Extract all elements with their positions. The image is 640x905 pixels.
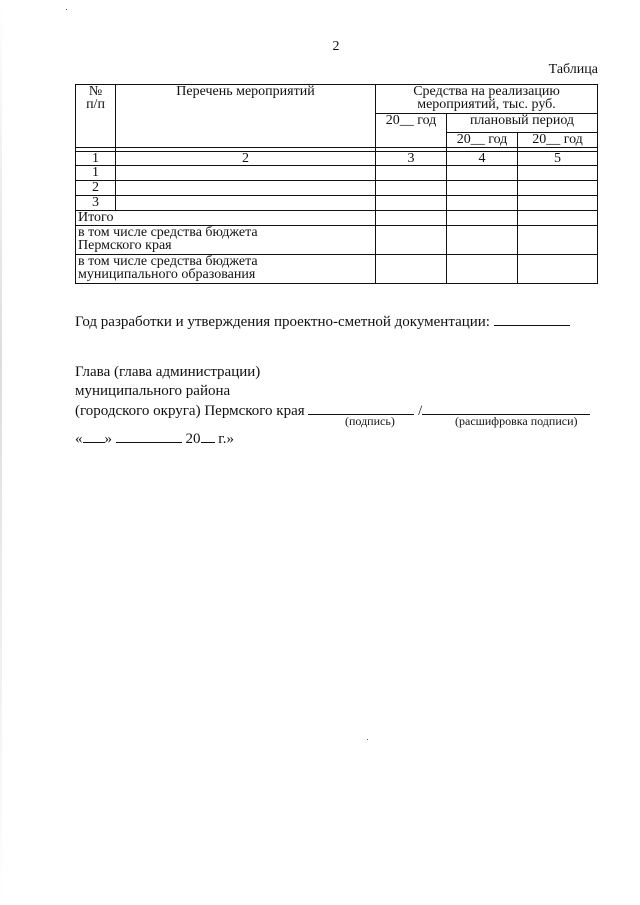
table-cell [447,196,518,211]
column-number: 1 [76,152,116,166]
table-cell [447,211,518,226]
header-planning-year-1-text: 20__ год [456,132,508,147]
budget-municipal-label [76,255,376,284]
activities-table [75,84,598,284]
column-number: 4 [447,152,518,166]
table-cell [376,255,447,284]
signature-slash: / [418,403,423,419]
table-cell [447,181,518,196]
date-line [75,430,234,448]
header-planning-period [447,114,598,133]
table-cell [376,166,447,181]
signature-caption: (подпись) [345,414,395,428]
date-year-field[interactable] [201,430,215,443]
header-number [76,85,116,148]
budget-municipal-text: в том числе средства бюджета муниципального образования [78,254,258,282]
table-cell [116,196,376,211]
budget-region-text: в том числе средства бюджета Пермского края [78,225,258,253]
scan-edge [0,0,2,905]
total-label: Итого [76,211,376,226]
row-number: 2 [76,181,116,196]
scan-speck [367,739,368,740]
scan-speck [66,9,67,10]
header-planning-year-2-text: 20__ год [532,132,583,147]
table-cell [116,181,376,196]
header-planning-year-1 [447,133,518,148]
row-number: 1 [76,166,116,181]
column-number: 2 [116,152,376,166]
signature-line-3: (городского округа) Пермского края [75,403,305,419]
signature-line-1: Глава (глава администрации) [75,364,261,380]
table-cell [518,211,598,226]
table-cell [518,226,598,255]
signature-decoding-field[interactable] [422,401,590,415]
table-cell [447,166,518,181]
table-cell [376,181,447,196]
table-caption: Таблица [548,62,598,77]
table-row [76,166,598,181]
header-funds-text: Средства на реализацию мероприятий, тыс. руб. [413,84,560,112]
budget-region-label [76,226,376,255]
table-row [76,196,598,211]
table-cell [518,196,598,211]
header-year-text: 20__ год [385,113,437,128]
column-number: 3 [376,152,447,166]
column-number: 5 [518,152,598,166]
header-activities [116,85,376,148]
header-funds [376,85,598,114]
documentation-year-field[interactable] [494,312,570,326]
table-cell [376,226,447,255]
table-cell [518,255,598,284]
table-cell [518,166,598,181]
table-cell [116,166,376,181]
date-month-field[interactable] [116,430,182,443]
date-year-suffix: г.» [218,431,234,447]
date-year-prefix: 20 [185,431,201,447]
total-row [76,211,598,226]
date-open-quote: « [75,431,83,447]
signature-field[interactable] [308,401,414,415]
column-numbers-row [76,152,598,166]
header-year [376,114,447,148]
date-day-field[interactable] [83,430,105,443]
header-planning-period-text: плановый период [469,113,575,128]
budget-municipal-row [76,255,598,284]
table-cell [518,181,598,196]
table-cell [447,226,518,255]
header-number-text: № п/п [86,84,105,112]
signature-decoding-caption: (расшифровка подписи) [455,414,578,428]
signature-block [75,363,590,421]
date-close-quote: » [104,431,112,447]
table-cell [447,255,518,284]
row-number: 3 [76,196,116,211]
table-cell [376,196,447,211]
signature-line-2: муниципального района [75,383,231,399]
budget-region-row [76,226,598,255]
table-cell [376,211,447,226]
table-row [76,181,598,196]
documentation-year-line [75,312,570,331]
header-planning-year-2 [518,133,598,148]
header-activities-text: Перечень мероприятий [176,84,315,99]
documentation-year-text: Год разработки и утверждения проектно-сметной документации: [75,314,490,330]
page-number: 2 [332,39,340,54]
